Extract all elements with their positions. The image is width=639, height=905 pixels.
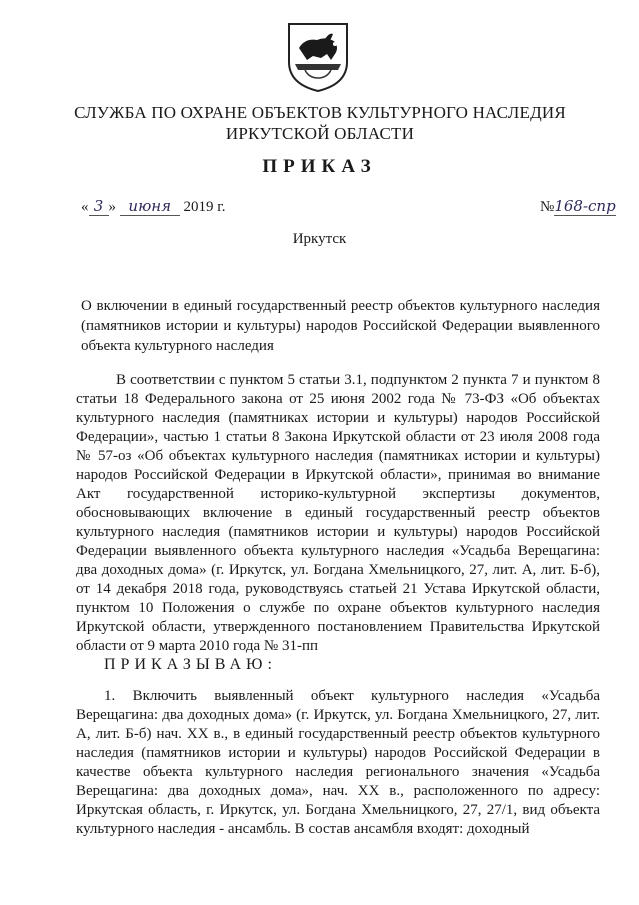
date-year: 2019 г. [183,199,226,215]
order-item-1: 1. Включить выявленный объект культурного наследия «Усадьба Верещагина: два доходных дома» (г. Иркутск, ул. Богдана Хмельницкого, 27, лит. А, лит. Б-б) нач. XX в., в единый государственный реестр объектов культурного наследия (памятников истории и культуры) народов Российской Федерации в качестве объекта культурного наследия регионального значения «Усадьба Верещагина: два доходных дома», нач. XX в., расположенного по адресу: Иркутская область, г. Иркутск, ул. Богдана Хмельницкого, 27, 27/1, вид объекта культурного наследия - ансамбль. В состав ансамбля входят: доходный [76,688,600,837]
city-name: Иркутск [292,231,347,247]
date-open-quote: « [81,199,89,215]
order-date [81,197,225,216]
number-value: 168-спр [554,197,616,215]
date-month: июня [120,197,180,216]
order-subject: О включении в единый государственный реестр объектов культурного наследия (памятников истории и культуры) народов Российской Федерации выявленного объекта культурного наследия [81,298,600,354]
agency-name-line1: СЛУЖБА ПО ОХРАНЕ ОБЪЕКТОВ КУЛЬТУРНОГО НАСЛЕДИЯ [74,103,566,122]
date-day: 3 [89,197,109,216]
order-number [540,197,616,216]
agency-name [40,102,600,144]
preamble-paragraph: В соответствии с пунктом 5 статьи 3.1, подпунктом 2 пункта 7 и пунктом 8 статьи 18 Федерального закона от 25 июня 2002 года № 73-ФЗ «Об объектах культурного наследия (памятниках истории и культуры) народов Российской Федерации», частью 1 статьи 8 Закона Иркутской области от 23 июля 2008 года № 57-оз «Об объектах культурного наследия (памятниках истории и культуры) народов Российской Федерации в Иркутской области», принимая во внимание Акт государственной историко-культурной экспертизы документов, обосновывающих включение в единый государственный реестр объектов культурного наследия (памятников истории и культуры) народов Российской Федерации выявленного объекта культурного наследия «Усадьба Верещагина: два доходных дома» (г. Иркутск, ул. Богдана Хмельницкого, 27, лит. А, лит. Б-б), от 14 декабря 2018 года, руководствуясь статьей 21 Устава Иркутской области, пунктом 10 Положения о службе по охране объектов культурного наследия Иркутской области, утвержденного постановлением Правительства Иркутской области от 9 марта 2010 года № 31-пп [76,372,600,654]
agency-name-line2: ИРКУТСКОЙ ОБЛАСТИ [225,124,415,143]
number-prefix: № [540,199,555,215]
date-close-quote: » [108,199,116,215]
coat-of-arms-icon [283,18,353,94]
document-type-title: ПРИКАЗ [262,156,377,177]
decree-heading: ПРИКАЗЫВАЮ: [104,656,277,673]
